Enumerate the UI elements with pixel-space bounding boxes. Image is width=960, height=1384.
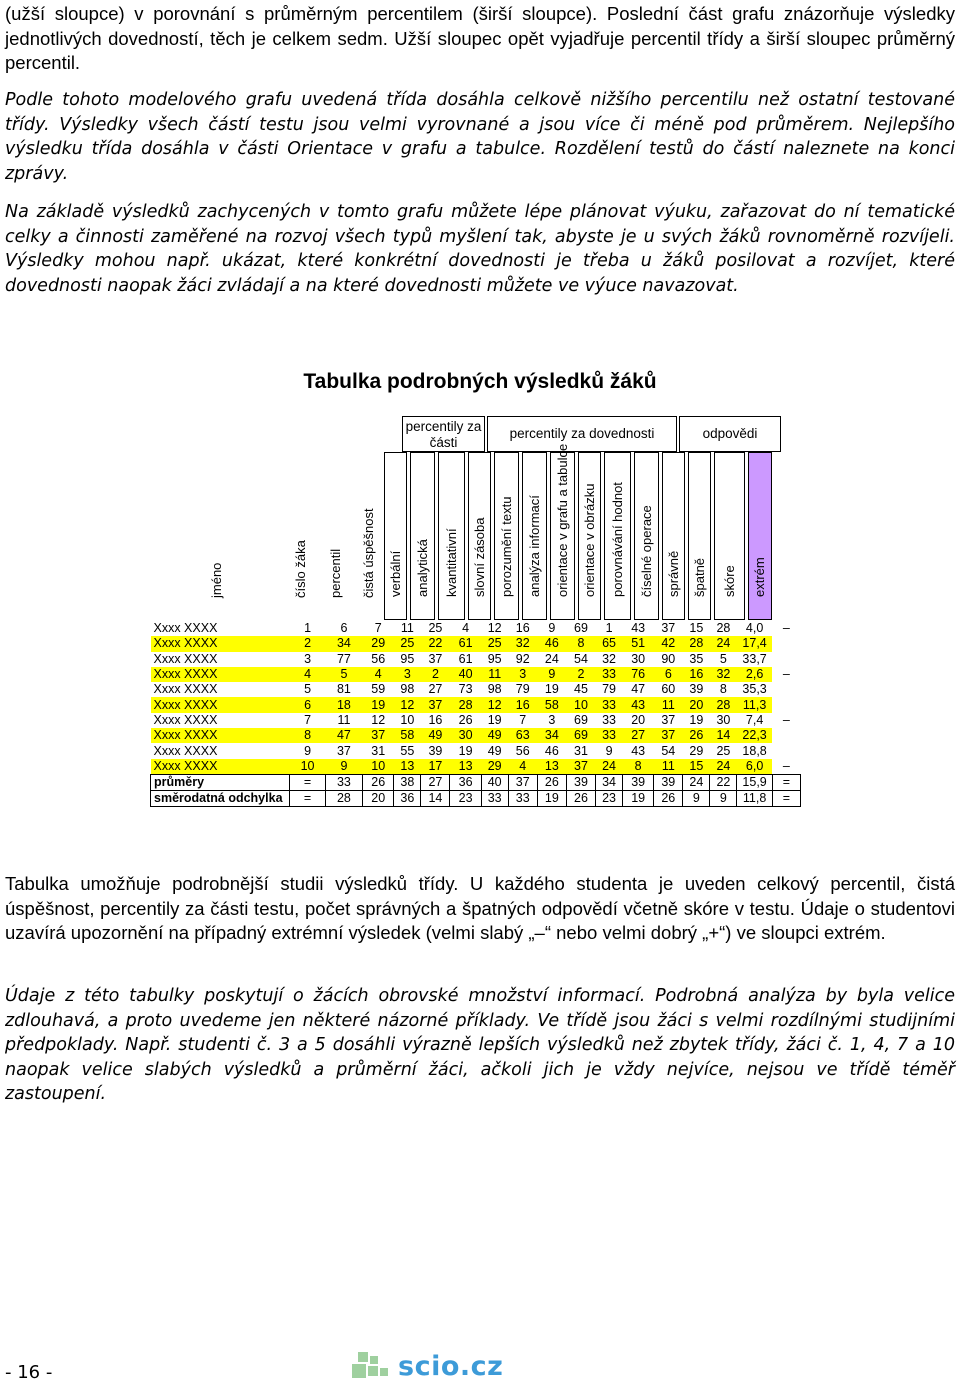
summary-cell: 28 — [325, 790, 362, 806]
col-header-label: extrém — [752, 557, 767, 597]
cell-kvantitativni: 73 — [458, 682, 473, 697]
cell-orientace-v-grafu: 69 — [566, 728, 595, 743]
cell-porozumeni-textu: 16 — [508, 697, 537, 712]
cell-extrem — [772, 743, 800, 758]
summary-cell: 24 — [683, 774, 710, 790]
col-header-analyticka — [410, 452, 435, 620]
cell-spatne: 25 — [716, 743, 731, 758]
cell-skore: 35,3 — [742, 682, 767, 697]
cell-verbalni: 10 — [400, 712, 415, 727]
cell-ciselne-operace: 37 — [661, 621, 676, 636]
summary-cell: 36 — [450, 774, 481, 790]
cell-analyticka: 49 — [421, 728, 450, 743]
group-header-skills — [487, 416, 677, 452]
cell-orientace-v-obrazku: 33 — [596, 667, 623, 682]
cell-cista-uspesnost: 29 — [363, 636, 394, 651]
col-header-kvantitativni — [438, 452, 465, 620]
cell-spravne: 19 — [689, 712, 704, 727]
cell-analyticka: 27 — [428, 682, 443, 697]
student-name: Xxxx XXXX — [151, 728, 290, 743]
cell-extrem — [772, 682, 800, 697]
cell-cislo-zaka: 2 — [290, 636, 325, 651]
cell-analyza-informaci: 24 — [544, 651, 559, 666]
cell-orientace-v-obrazku: 1 — [605, 621, 613, 636]
cell-orientace-v-grafu: 37 — [566, 759, 595, 775]
cell-ciselne-operace: 37 — [661, 712, 676, 727]
paragraph-graph-explanation: (užší sloupce) v porovnání s průměrným percentilem (širší sloupce). Poslední část grafu znázorňuje výsledky jednotlivých dovedností, těch je celkem sedm. Užší sloupec opět vyjadřuje percentil třídy a širší sloupec průměrný percentil. — [5, 3, 955, 74]
cell-spatne: 30 — [716, 712, 731, 727]
summary-cell: 33 — [508, 790, 537, 806]
summary-cell: 39 — [566, 774, 595, 790]
cell-slovni-zasoba: 25 — [481, 636, 508, 651]
summary-cell: 26 — [654, 790, 683, 806]
cell-slovni-zasoba: 49 — [487, 743, 502, 758]
col-header-orientace-v-grafu — [550, 443, 575, 620]
summary-cell: 34 — [596, 774, 623, 790]
col-header-label: číselné operace — [638, 505, 654, 597]
cell-spatne: 28 — [716, 621, 731, 636]
cell-porovnavani-hodnot: 43 — [631, 621, 646, 636]
cell-porovnavani-hodnot: 51 — [623, 636, 654, 651]
scio-logo — [350, 1350, 503, 1382]
cell-ciselne-operace: 60 — [661, 682, 676, 697]
cell-cista-uspesnost: 37 — [363, 728, 394, 743]
cell-porozumeni-textu: 3 — [508, 667, 537, 682]
cell-orientace-v-obrazku: 79 — [602, 682, 616, 697]
col-header-label: orientace v obrázku — [581, 483, 597, 597]
cell-spatne: 14 — [710, 728, 737, 743]
cell-porozumeni-textu: 4 — [508, 759, 537, 775]
cell-spatne: 32 — [710, 667, 737, 682]
paragraph-table-description: Tabulka umožňuje podrobnější studii výsledků třídy. U každého studenta je uveden celkový percentil, čistá úspěšnost, percentily za části testu, počet správných a špatných odpovědí včetně skóre v testu. Údaje o studentovi uzavírá upozornění na případný extrémní výsledek (velmi slabý „–“ nebo velmi dobrý „+“) ve sloupci extrém. — [5, 873, 955, 944]
summary-cell: 27 — [421, 774, 450, 790]
table-row — [151, 682, 801, 697]
cell-skore: 6,0 — [737, 759, 772, 775]
cell-orientace-v-grafu: 45 — [574, 682, 588, 697]
summary-cell: 20 — [363, 790, 394, 806]
summary-cell: = — [290, 774, 325, 790]
col-header-label: špatně — [691, 557, 707, 597]
summary-cell: 39 — [623, 774, 654, 790]
cell-slovni-zasoba: 49 — [481, 728, 508, 743]
summary-cell: 39 — [654, 774, 683, 790]
cell-orientace-v-grafu: 54 — [574, 651, 588, 666]
cell-slovni-zasoba: 98 — [487, 682, 502, 697]
cell-spravne: 20 — [683, 697, 710, 712]
cell-kvantitativni: 4 — [462, 621, 470, 636]
table-row — [151, 728, 801, 743]
cell-cista-uspesnost: 10 — [363, 759, 394, 775]
student-name: Xxxx XXXX — [153, 712, 218, 727]
col-header-label: slovní zásoba — [471, 517, 487, 597]
cell-spravne: 16 — [683, 667, 710, 682]
cell-extrem: – — [772, 713, 800, 728]
cell-porovnavani-hodnot: 27 — [623, 728, 654, 743]
cell-cislo-zaka: 1 — [304, 621, 312, 636]
cell-cista-uspesnost: 59 — [371, 682, 386, 697]
cell-spravne: 39 — [689, 682, 704, 697]
table-row — [151, 667, 801, 682]
col-header-label: jméno — [209, 562, 224, 598]
cell-slovni-zasoba: 29 — [481, 759, 508, 775]
student-name: Xxxx XXXX — [151, 697, 290, 712]
col-header-spatne — [688, 452, 711, 620]
cell-analyza-informaci: 46 — [544, 743, 559, 758]
summary-cell: 15,9 — [737, 774, 772, 790]
cell-analyticka: 16 — [428, 712, 443, 727]
cell-percentil: 11 — [337, 712, 351, 727]
table-title: Tabulka podrobných výsledků žáků — [303, 370, 657, 393]
cell-orientace-v-obrazku: 33 — [596, 728, 623, 743]
summary-cell: 26 — [537, 774, 566, 790]
cell-porovnavani-hodnot: 8 — [623, 759, 654, 775]
cell-verbalni: 95 — [400, 651, 415, 666]
cell-percentil: 77 — [336, 651, 351, 666]
cell-extrem: – — [772, 621, 800, 636]
cell-orientace-v-obrazku: 24 — [596, 759, 623, 775]
col-header-extrem — [748, 452, 772, 620]
cell-porozumeni-textu: 56 — [515, 743, 530, 758]
col-header-label: číslo žáka — [293, 540, 308, 598]
cell-slovni-zasoba: 11 — [481, 667, 508, 682]
col-header-slovni-zasoba — [468, 452, 491, 620]
col-header-orientace-v-obrazku — [578, 452, 601, 620]
cell-percentil: 5 — [325, 667, 362, 682]
student-name: Xxxx XXXX — [151, 636, 290, 651]
cell-percentil: 81 — [336, 682, 351, 697]
cell-slovni-zasoba: 19 — [487, 712, 502, 727]
cell-porovnavani-hodnot: 76 — [623, 667, 654, 682]
col-header-spravne — [662, 452, 685, 620]
page-number: - 16 - — [5, 1362, 53, 1383]
col-header-percentil — [318, 452, 354, 620]
cell-porovnavani-hodnot: 20 — [631, 712, 646, 727]
table-row — [151, 636, 801, 651]
cell-spravne: 28 — [683, 636, 710, 651]
cell-kvantitativni: 26 — [458, 712, 473, 727]
cell-spravne: 15 — [689, 621, 704, 636]
col-header-label: percentil — [328, 548, 343, 598]
col-header-cislo-zaka — [284, 452, 318, 620]
cell-cista-uspesnost: 31 — [371, 743, 386, 758]
cell-verbalni: 13 — [394, 759, 421, 775]
cell-orientace-v-grafu: 2 — [566, 667, 595, 682]
cell-skore: 33,7 — [742, 651, 767, 666]
summary-cell: 22 — [710, 774, 737, 790]
cell-analyticka: 2 — [421, 667, 450, 682]
cell-percentil: 9 — [325, 759, 362, 775]
summary-cell: = — [772, 774, 800, 790]
cell-slovni-zasoba: 12 — [487, 621, 502, 636]
summary-cell: 40 — [481, 774, 508, 790]
cell-cislo-zaka: 5 — [304, 682, 312, 697]
cell-cista-uspesnost: 56 — [371, 651, 386, 666]
cell-spatne: 5 — [719, 651, 727, 666]
cell-verbalni: 58 — [394, 728, 421, 743]
cell-ciselne-operace: 6 — [654, 667, 683, 682]
cell-kvantitativni: 61 — [458, 651, 473, 666]
cell-ciselne-operace: 37 — [654, 728, 683, 743]
cell-ciselne-operace: 54 — [661, 743, 676, 758]
cell-cislo-zaka: 10 — [290, 759, 325, 775]
summary-cell: = — [772, 790, 800, 806]
cell-porozumeni-textu: 63 — [508, 728, 537, 743]
cell-orientace-v-obrazku: 9 — [605, 743, 613, 758]
summary-cell: 19 — [623, 790, 654, 806]
column-headers — [150, 443, 801, 620]
summary-cell: 36 — [394, 790, 421, 806]
cell-analyticka: 17 — [421, 759, 450, 775]
table-row — [151, 697, 801, 712]
cell-porozumeni-textu: 79 — [515, 682, 530, 697]
cell-verbalni: 3 — [394, 667, 421, 682]
table-row — [151, 652, 801, 667]
cell-analyza-informaci: 19 — [544, 682, 559, 697]
stddev-row — [151, 790, 801, 806]
col-header-label: skóre — [721, 565, 737, 597]
summary-cell: 26 — [566, 790, 595, 806]
cell-analyticka: 25 — [428, 621, 443, 636]
cell-spatne: 24 — [710, 636, 737, 651]
col-header-porozumeni-textu — [494, 452, 519, 620]
cell-orientace-v-grafu: 10 — [566, 697, 595, 712]
summary-cell: 14 — [421, 790, 450, 806]
cell-analyza-informaci: 46 — [537, 636, 566, 651]
summary-cell: 37 — [508, 774, 537, 790]
cell-kvantitativni: 28 — [450, 697, 481, 712]
summary-cell: = — [290, 790, 325, 806]
cell-cista-uspesnost: 7 — [374, 621, 382, 636]
cell-porozumeni-textu: 32 — [508, 636, 537, 651]
cell-ciselne-operace: 11 — [654, 697, 683, 712]
summary-cell: 38 — [394, 774, 421, 790]
cell-percentil: 18 — [325, 697, 362, 712]
cell-skore: 11,3 — [737, 697, 772, 712]
logo-text: scio.cz — [398, 1350, 504, 1382]
cell-porovnavani-hodnot: 43 — [631, 743, 646, 758]
summary-cell: 23 — [450, 790, 481, 806]
cell-orientace-v-grafu: 31 — [574, 743, 588, 758]
col-header-label: analytická — [414, 539, 430, 597]
cell-skore: 4,0 — [745, 621, 764, 636]
cell-analyza-informaci: 58 — [537, 697, 566, 712]
col-header-label: správně — [665, 550, 681, 597]
cell-kvantitativni: 40 — [450, 667, 481, 682]
cell-skore: 7,4 — [745, 712, 764, 727]
cell-kvantitativni: 61 — [450, 636, 481, 651]
col-header-porovnavani-hodnot — [604, 452, 631, 620]
summary-cell: 9 — [683, 790, 710, 806]
table-row — [151, 713, 801, 728]
cell-ciselne-operace: 42 — [654, 636, 683, 651]
col-header-label: orientace v grafu a tabulce — [554, 443, 570, 597]
cell-spravne: 29 — [689, 743, 704, 758]
cell-verbalni: 98 — [400, 682, 415, 697]
col-header-label: čistá úspěšnost — [361, 508, 376, 598]
student-name: Xxxx XXXX — [153, 651, 218, 666]
cell-spravne: 15 — [683, 759, 710, 775]
cell-analyticka: 37 — [428, 651, 443, 666]
cell-kvantitativni: 13 — [450, 759, 481, 775]
cell-slovni-zasoba: 12 — [481, 697, 508, 712]
group-header-skills-label: percentily za dovednosti — [509, 426, 655, 441]
cell-porovnavani-hodnot: 47 — [631, 682, 646, 697]
table-row — [151, 759, 801, 775]
cell-verbalni: 55 — [400, 743, 415, 758]
col-header-label: verbální — [387, 550, 403, 597]
cell-spatne: 8 — [719, 682, 727, 697]
summary-cell: 19 — [537, 790, 566, 806]
cell-orientace-v-obrazku: 33 — [596, 697, 623, 712]
group-header-parts — [402, 416, 485, 452]
cell-analyticka: 37 — [421, 697, 450, 712]
cell-cislo-zaka: 8 — [290, 728, 325, 743]
cell-porozumeni-textu: 7 — [519, 712, 527, 727]
cell-verbalni: 25 — [394, 636, 421, 651]
cell-percentil: 47 — [325, 728, 362, 743]
cell-cista-uspesnost: 12 — [371, 712, 386, 727]
cell-percentil: 6 — [340, 621, 348, 636]
cell-analyza-informaci: 34 — [537, 728, 566, 743]
table-row — [151, 621, 801, 636]
cell-cislo-zaka: 6 — [290, 697, 325, 712]
cell-cista-uspesnost: 4 — [363, 667, 394, 682]
col-header-ciselne-operace — [634, 452, 659, 620]
cell-verbalni: 11 — [400, 621, 414, 636]
cell-extrem — [772, 636, 800, 651]
cell-spravne: 35 — [689, 651, 704, 666]
cell-analyticka: 39 — [428, 743, 443, 758]
cell-orientace-v-obrazku: 33 — [602, 712, 616, 727]
student-name: Xxxx XXXX — [153, 621, 218, 636]
student-name: Xxxx XXXX — [153, 682, 218, 697]
col-header-skore — [714, 452, 745, 620]
cell-skore: 2,6 — [737, 667, 772, 682]
col-header-analyza-informaci — [522, 452, 547, 620]
col-header-cista-uspesnost — [354, 452, 384, 620]
cell-orientace-v-obrazku: 65 — [596, 636, 623, 651]
cell-extrem: – — [772, 667, 800, 682]
col-header-verbalni — [384, 452, 407, 620]
summary-cell: 9 — [710, 790, 737, 806]
student-name: Xxxx XXXX — [151, 667, 290, 682]
averages-row — [151, 774, 801, 790]
group-header-parts-label: percentily za části — [405, 419, 482, 450]
group-header-answers — [679, 416, 781, 452]
cell-porovnavani-hodnot: 43 — [623, 697, 654, 712]
cell-cislo-zaka: 3 — [304, 651, 312, 666]
cell-orientace-v-obrazku: 32 — [602, 651, 616, 666]
cell-verbalni: 12 — [394, 697, 421, 712]
cell-spatne: 24 — [710, 759, 737, 775]
cell-cislo-zaka: 4 — [290, 667, 325, 682]
cell-cislo-zaka: 9 — [304, 743, 312, 758]
paragraph-teaching-planning: Na základě výsledků zachycených v tomto grafu můžete lépe plánovat výuku, zařazovat do ní tematické celky a činnosti zaměřené na rozvoj všech typů myšlení tak, abyste je u svých žáků rovnoměrně rozvíjeli. Výsledky mohou např. ukázat, které konkrétní dovednosti je třeba u žáků posilovat a rozvíjet, které dovednosti naopak žáci zvládají a na které dovednosti můžete ve výuce navazovat. — [5, 202, 955, 296]
col-header-label: porozumění textu — [498, 496, 514, 597]
cell-porozumeni-textu: 92 — [515, 651, 530, 666]
col-header-label: kvantitativní — [443, 528, 459, 597]
cell-extrem — [772, 728, 800, 743]
cell-skore: 22,3 — [737, 728, 772, 743]
summary-cell: 33 — [481, 790, 508, 806]
cell-porovnavani-hodnot: 30 — [631, 651, 646, 666]
cell-spatne: 28 — [710, 697, 737, 712]
cell-skore: 17,4 — [737, 636, 772, 651]
cell-orientace-v-grafu: 8 — [566, 636, 595, 651]
col-header-label: analýza informací — [526, 495, 542, 597]
cell-slovni-zasoba: 95 — [487, 651, 502, 666]
cell-analyza-informaci: 3 — [548, 712, 556, 727]
cell-analyza-informaci: 9 — [548, 621, 556, 636]
col-header-label: porovnávání hodnot — [609, 482, 625, 597]
summary-cell: 33 — [325, 774, 362, 790]
cell-percentil: 34 — [325, 636, 362, 651]
cell-extrem: – — [772, 759, 800, 775]
paragraph-graph-interpretation: Podle tohoto modelového grafu uvedená třída dosáhla celkově nižšího percentilu než ostatní testované třídy. Výsledky všech částí testu jsou velmi vyrovnané a jsou více či méně pod průměrem. Nejlepšího výsledku třída dosáhla v části Orientace v grafu a tabulce. Rozdělení testů do částí naleznete na konci zprávy. — [5, 90, 955, 184]
cell-spravne: 26 — [683, 728, 710, 743]
cell-extrem — [772, 652, 800, 667]
cell-porozumeni-textu: 16 — [515, 621, 530, 636]
cell-orientace-v-grafu: 69 — [574, 712, 588, 727]
summary-cell: 26 — [363, 774, 394, 790]
summary-label: průměry — [151, 774, 290, 790]
cell-percentil: 37 — [336, 743, 351, 758]
cell-analyticka: 22 — [421, 636, 450, 651]
cell-orientace-v-grafu: 69 — [574, 621, 588, 636]
cell-cista-uspesnost: 19 — [363, 697, 394, 712]
table-row — [151, 743, 801, 758]
cell-extrem — [772, 697, 800, 712]
cell-ciselne-operace: 11 — [654, 759, 683, 775]
cell-analyza-informaci: 13 — [537, 759, 566, 775]
cell-kvantitativni: 19 — [458, 743, 473, 758]
cell-analyza-informaci: 9 — [537, 667, 566, 682]
col-header-jmeno — [150, 452, 284, 620]
group-header-answers-label: odpovědi — [702, 426, 758, 441]
summary-label: směrodatná odchylka — [151, 790, 290, 806]
student-name: Xxxx XXXX — [151, 759, 290, 775]
results-table — [150, 621, 801, 807]
cell-ciselne-operace: 90 — [661, 651, 676, 666]
student-name: Xxxx XXXX — [153, 743, 218, 758]
logo-mark-icon — [350, 1350, 392, 1382]
summary-cell: 11,8 — [737, 790, 772, 806]
summary-cell: 23 — [596, 790, 623, 806]
cell-kvantitativni: 30 — [450, 728, 481, 743]
paragraph-table-analysis: Údaje z této tabulky poskytují o žácích obrovské množství informací. Podrobná analýza by byla velice zdlouhavá, a proto uvedeme jen některé názorné příklady. Ve třídě jsou žáci s velmi rozdílnými studijními předpoklady. Např. studenti č. 3 a 5 dosáhli výrazně lepších výsledků než zbytek třídy, žáci č. 1, 4, 7 a 10 naopak velice slabých výsledků a průměrní žáci, ačkoli jich je vždy nejvíce, nejsou ve třídě téměř zastoupení. — [5, 986, 955, 1105]
cell-cislo-zaka: 7 — [304, 712, 312, 727]
cell-skore: 18,8 — [742, 743, 767, 758]
